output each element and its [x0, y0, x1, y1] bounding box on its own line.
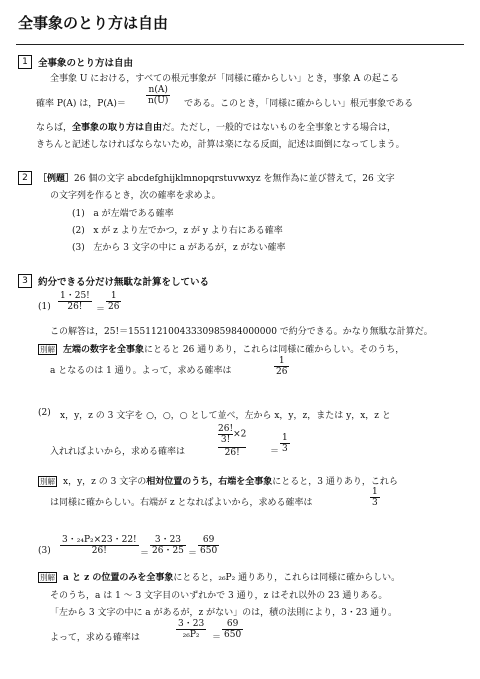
p1-line-3: a となるのは 1 通り。よって，求める確率は [50, 366, 232, 376]
s1-line-2a: 確率 P(A) は，P(A)＝ [36, 99, 126, 109]
p1-line-1: この解答は，25!＝15511210043330985984000000 で約分できる。かなり無駄な計算だ。 [50, 327, 433, 337]
p3-equals-2: ＝ [188, 549, 198, 559]
times-two: ×2 [233, 429, 247, 440]
s2-item-1 [72, 206, 174, 219]
p3-fraction-2 [150, 535, 186, 556]
fraction-denominator: 650 [224, 630, 242, 640]
fraction-denominator: 3! [218, 434, 233, 445]
p3-line-1-bold: a と z の位置のみを全事象 [63, 573, 174, 583]
p2-line-4: は同様に確からしい。右端が z となればよいから，求める確率は [50, 498, 313, 508]
p3-answer-fraction-2 [222, 619, 243, 640]
s1-line-4: きちんと記述しなければならないため，計算は楽になる反面，記述は面倒になってしまう。 [36, 140, 405, 150]
p1-number: (1) [38, 302, 51, 312]
fraction-denominator: 26・25 [152, 546, 184, 556]
item-text: a が左端である確率 [93, 209, 174, 219]
s1-line-3-bold: 全事象の取り方は自由 [72, 123, 163, 133]
s2-line-1 [38, 171, 395, 184]
alt-solution-badge: 別解 [40, 477, 55, 486]
fraction-denominator: 26! [58, 301, 92, 312]
p3-line-1 [38, 570, 400, 583]
fraction-numerator: 3・23 [154, 535, 182, 545]
p1-equals: ＝ [96, 305, 106, 315]
p3-line-1-text: にとると，₂₆P₂ 通りあり，これらは同様に確からしい。 [173, 573, 401, 583]
fraction-denominator: 26! [60, 545, 139, 556]
p2-number: (2) [38, 408, 51, 418]
fraction-numerator: n(A) [148, 85, 168, 95]
fraction-denominator: 3 [282, 444, 288, 454]
example-label: ［例題］ [38, 174, 75, 184]
section-number-2: 2 [18, 171, 32, 185]
s2-item-2 [72, 223, 283, 236]
p2-result-fraction [280, 433, 290, 454]
item-text: 左から 3 文字の中に a があるが，z がない確率 [93, 243, 286, 253]
s1-probability-fraction [146, 85, 170, 106]
fraction-numerator: 1 [282, 433, 288, 443]
fraction-denominator: 3 [372, 498, 378, 508]
p2-equals: ＝ [270, 447, 280, 457]
section-number-3: 3 [18, 274, 32, 288]
p1-fraction-2 [106, 291, 121, 312]
outer-denominator: 26! [218, 447, 246, 458]
fraction-denominator: 26 [276, 367, 288, 377]
p3-fraction-3 [198, 535, 219, 556]
p2-line-3-bold: 相対位置のうち，右端を全事象 [146, 477, 273, 487]
p3-answer-fraction-1 [176, 619, 206, 640]
section-number-1: 1 [18, 55, 32, 69]
title-divider [16, 44, 464, 45]
fraction-numerator: 1 [372, 487, 378, 497]
p1-line-2-bold: 左端の数字を全事象 [63, 345, 145, 355]
p2-line-2: 入れればよいから，求める確率は [50, 447, 186, 457]
s2-line-1-text: 26 個の文字 abcdefghijklmnopqrstuvwxyz を無作為に並び替えて，26 文字 [74, 174, 395, 184]
p1-fraction-1 [58, 291, 92, 312]
p2-complex-fraction [218, 424, 246, 458]
p3-number: (3) [38, 546, 51, 556]
p1-answer-fraction [274, 356, 289, 377]
fraction-numerator: 26! [218, 424, 234, 434]
p2-line-3 [38, 474, 398, 487]
s1-line-3a: ならば， [36, 123, 73, 133]
page-title: 全事象のとり方は自由 [18, 14, 169, 32]
p3-line-4: よって，求める確率は [50, 633, 140, 643]
p3-fraction-1 [60, 535, 139, 556]
p3-equals-1: ＝ [140, 549, 150, 559]
item-text: x が z より左でかつ，z が y より右にある確率 [93, 226, 283, 236]
fraction-denominator: ₂₆P₂ [176, 629, 206, 640]
s2-item-3 [72, 240, 285, 253]
item-number: (3) [72, 243, 85, 253]
p3-line-2: そのうち，a は 1 〜 3 文字目のいずれかで 3 通り，z はそれ以外の 23 通りある。 [50, 591, 388, 601]
p1-line-2 [38, 342, 404, 355]
fraction-denominator: 26 [108, 302, 120, 312]
s1-line-2b: である。このとき，「同様に確からしい」根元事象である [184, 99, 414, 109]
p3-equals-3: ＝ [212, 633, 222, 643]
item-number: (2) [72, 226, 85, 236]
p2-line-1: x，y，z の 3 文字を ○，○，○ として並べ，左から x，y，z，または y，x，z と [60, 411, 391, 421]
p2-line-3a: x，y，z の 3 文字の [63, 477, 147, 487]
s1-line-3 [36, 120, 396, 133]
p3-line-3: 「左から 3 文字の中に a があるが，z がない」のは，積の法則により，3・23 通り。 [50, 608, 398, 618]
s1-line-3b: だ。ただし，一般的ではないものを全事象とする場合は， [162, 123, 397, 133]
alt-solution-badge: 別解 [40, 573, 55, 582]
fraction-denominator: n(U) [148, 96, 169, 106]
p2-answer-fraction [370, 487, 380, 508]
fraction-numerator: 3・23 [178, 619, 205, 629]
fraction-numerator: 1 [110, 291, 117, 301]
section-1-heading: 全事象のとり方は自由 [38, 58, 134, 69]
fraction-numerator: 3・₂₄P₂×23・22! [62, 535, 137, 545]
fraction-numerator: 1 [278, 356, 285, 366]
s1-line-1: 全事象 U における，すべての根元事象が「同様に確からしい」とき，事象 A の起こる [50, 74, 399, 84]
item-number: (1) [72, 209, 85, 219]
fraction-numerator: 1・25! [60, 291, 90, 301]
p1-line-2-text: にとると 26 通りあり，これらは同様に確からしい。そのうち， [144, 345, 405, 355]
s2-line-2: の文字列を作るとき，次の確率を求めよ。 [50, 191, 221, 201]
fraction-numerator: 69 [226, 619, 239, 629]
alt-solution-badge: 別解 [40, 345, 55, 354]
section-3-heading: 約分できる分だけ無駄な計算をしている [38, 277, 210, 288]
p2-line-3b: にとると，3 通りあり，これら [272, 477, 398, 487]
fraction-numerator: 69 [202, 535, 215, 545]
fraction-denominator: 650 [200, 546, 218, 556]
